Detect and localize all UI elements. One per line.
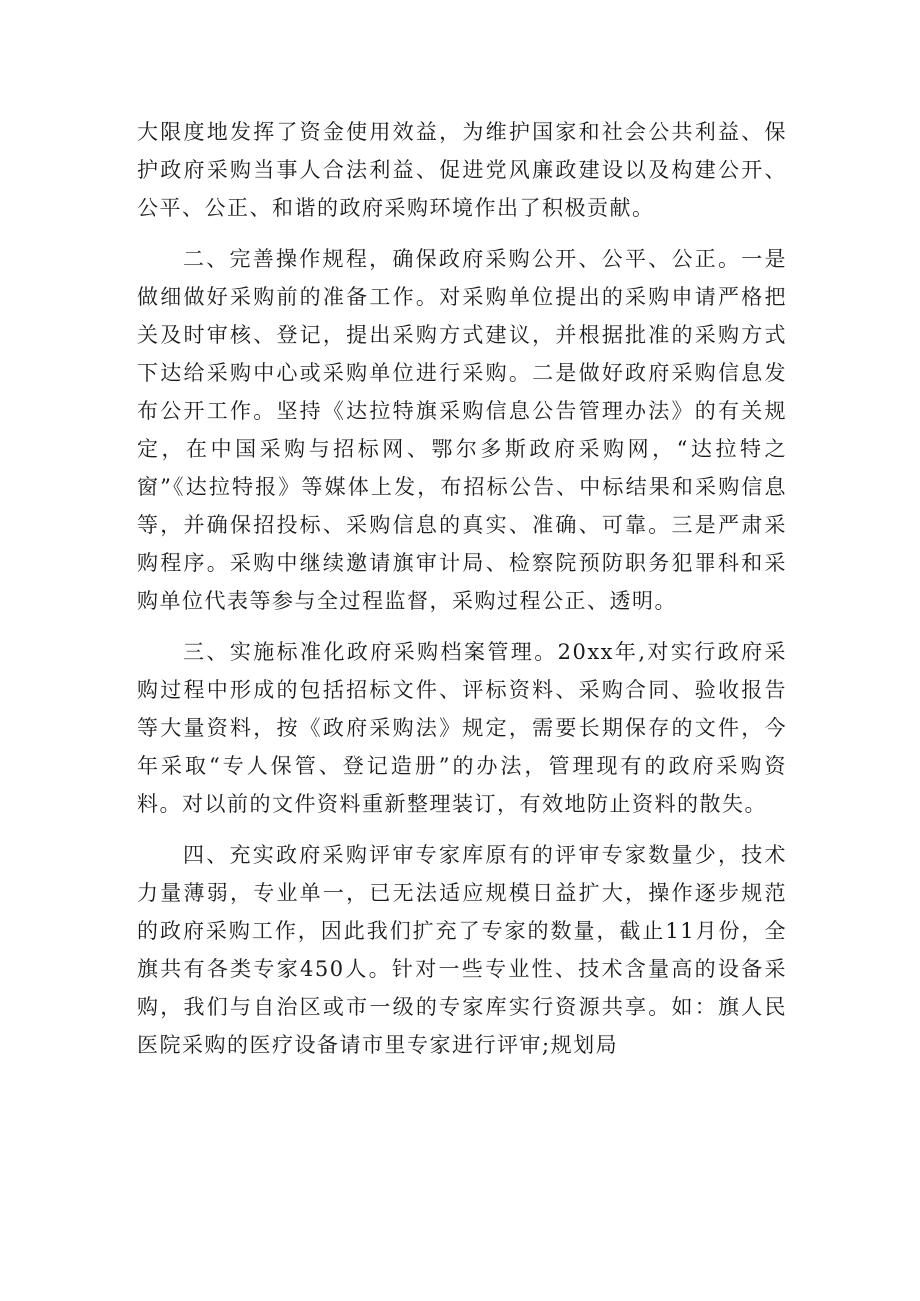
paragraph-3: 三、实施标准化政府采购档案管理。20xx年,对实行政府采购过程中形成的包括招标文件、评标资料、采购合同、验收报告等大量资料，按《政府采购法》规定，需要长期保存的文件，今年采取“专人保管、登记造册”的办法，管理现有的政府采购资料。对以前的文件资料重新整理装订，有效地防止资料的散失。	[137, 640, 787, 816]
paragraph-2: 二、完善操作规程，确保政府采购公开、公平、公正。一是做细做好采购前的准备工作。对采购单位提出的采购申请严格把关及时审核、登记，提出采购方式建议，并根据批准的采购方式下达给采购中心或采购单位进行采购。二是做好政府采购信息发布公开工作。坚持《达拉特旗采购信息公告管理办法》的有关规定，在中国采购与招标网、鄂尔多斯政府采购网，“达拉特之窗”《达拉特报》等媒体上发，布招标公告、中标结果和采购信息等，并确保招投标、采购信息的真实、准确、可靠。三是严肃采购程序。采购中继续邀请旗审计局、检察院预防职务犯罪科和采购单位代表等参与全过程监督，采购过程公正、透明。	[137, 247, 787, 613]
paragraph-1: 大限度地发挥了资金使用效益，为维护国家和社会公共利益、保护政府采购当事人合法利益、促进党风廉政建设以及构建公开、公平、公正、和谐的政府采购环境作出了积极贡献。	[137, 120, 787, 220]
document-body	[137, 113, 787, 1064]
paragraph-4: 四、充实政府采购评审专家库原有的评审专家数量少，技术力量薄弱，专业单一，已无法适应规模日益扩大，操作逐步规范的政府采购工作，因此我们扩充了专家的数量，截止11月份，全旗共有各类专家450人。针对一些专业性、技术含量高的设备采购，我们与自治区或市一级的专家库实行资源共享。如：旗人民医院采购的医疗设备请市里专家进行评审;规划局	[137, 843, 787, 1057]
